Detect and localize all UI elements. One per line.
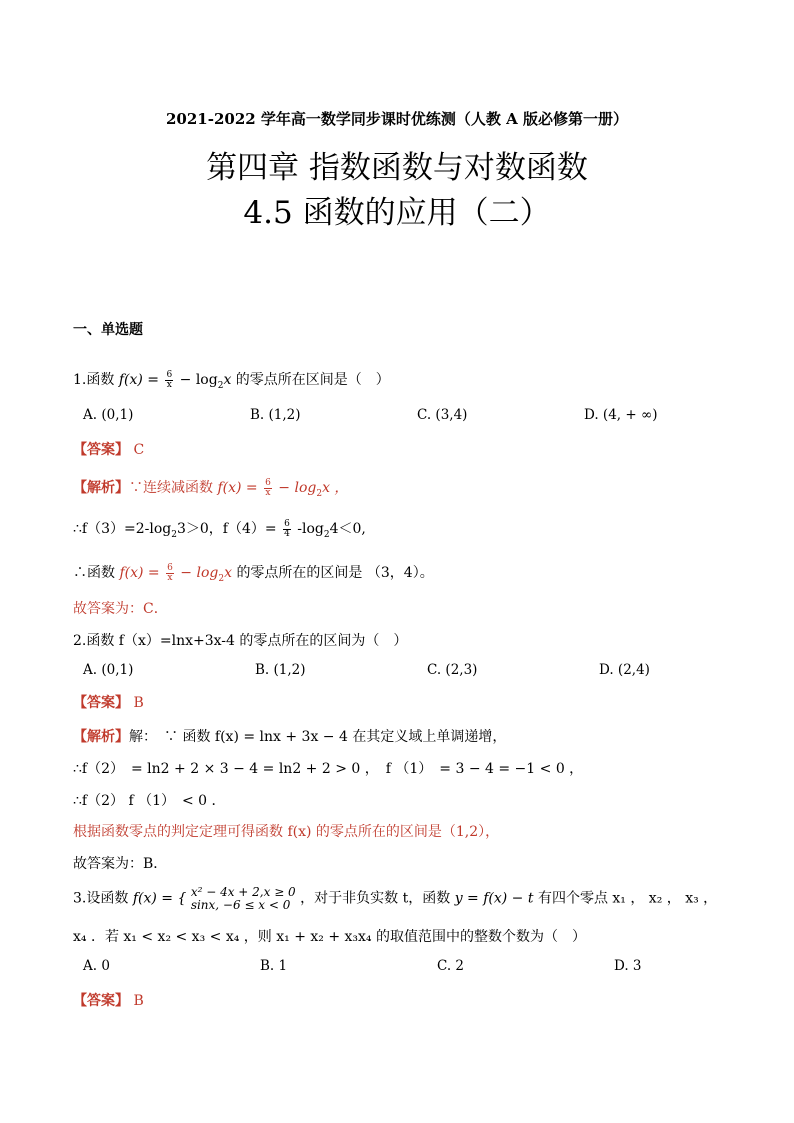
q1-fraction: $\frac{6}{x}$ [166,369,173,390]
q2-solution-label: 【解析】 [73,729,129,745]
q2-solution-line-1: 【解析】解： ∵ 函数 f(x) = lnx + 3x − 4 在其定义域上单调递增， [73,729,507,745]
q1-func-rhs: − log [179,372,218,388]
q3-stem-line-1: 3.设函数 f(x) = { x² − 4x + 2,x ≥ 0 sinx, −6 ≤ x < 0 ，对于非负实数 t，函数 y = f(x) − t 有四个零点 x₁ ， x₂ ， x₃ ， [73,885,718,912]
q1-answer [73,439,144,459]
q1-solution-line-3: ∴函数 f(x) = $\frac{6}{x}$ − $\log_2x$ 的零点所在的区间是 （3，4）。 [73,562,434,584]
q1-answer-label: 【答案】 [73,442,129,458]
q3-option-d: D. 3 [614,958,642,974]
q3-stem-line-2: x₄ ．若 x₁ < x₂ < x₃ < x₄ ，则 x₁ + x₂ + x₃x₄ 的取值范围中的整数个数为（ ） [73,929,586,945]
q1-solution-line-1: 【解析】∵连续减函数 f(x) = $\frac{6}{x}$ − $\log_2x$ ， [73,477,349,499]
section-title: 4.5 函数的应用（二） [243,195,551,231]
q1-func-lhs: f(x) = [118,372,159,388]
q3-option-b: B. 1 [260,958,288,974]
q2-answer-label: 【答案】 [73,695,129,711]
chapter-title: 第四章 指数函数与对数函数 [206,150,588,186]
q2-option-a: A. (0,1) [83,662,134,678]
q2-option-c: C. (2,3) [427,662,478,678]
q3-answer-value: B [133,993,144,1009]
q1-solution-label: 【解析】 [73,480,129,496]
q2-solution-line-2: ∴f（2） = ln2 + 2 × 3 − 4 = ln2 + 2 > 0 ， f （1） = 3 − 4 = −1 < 0 ， [73,761,584,777]
q2-stem: 2.函数 f（x）=lnx+3x-4 的零点所在的区间为（ ） [73,633,408,649]
q2-conclusion: 故答案为：B． [73,856,168,872]
q2-answer [73,692,144,712]
q2-solution-line-3: ∴f（2） f （1） < 0 ． [73,793,226,809]
q1-solution-line-2: $\therefore f(3)=2-\log_23>0$，f（4）= $\frac{6}{4}$ $-\log_24<0$, [73,518,366,540]
q2-answer-value: B [133,695,144,711]
q1-option-d: D. (4, + ∞) [584,407,658,423]
q3-option-a: A. 0 [83,958,110,974]
question-type-heading: 一、单选题 [73,322,143,338]
q2-solution-line-4: 根据函数零点的判定定理可得函数 f(x) 的零点所在的区间是（1,2）， [73,824,500,840]
q2-option-d: D. (2,4) [599,662,650,678]
q1-answer-value: C [133,442,145,458]
series-title: 2021-2022 学年高一数学同步课时优练测（人教 A 版必修第一册） [165,110,629,128]
q3-option-c: C. 2 [437,958,465,974]
q1-suffix: 的零点所在区间是（ ） [235,372,390,388]
q1-option-a: A. (0,1) [83,407,134,423]
q1-stem: 1.函数 f(x) = $\frac{6}{x}$ − $\log_2x$ 的零点所在区间是（ ） [73,369,390,391]
q1-option-c: C. (3,4) [417,407,468,423]
q3-answer [73,990,144,1010]
q1-prefix: 1.函数 [73,372,115,388]
q1-conclusion: 故答案为：C． [73,601,168,617]
q3-answer-label: 【答案】 [73,993,129,1009]
q2-option-b: B. (1,2) [255,662,306,678]
q1-option-b: B. (1,2) [250,407,301,423]
q3-piecewise: x² − 4x + 2,x ≥ 0 sinx, −6 ≤ x < 0 [190,885,296,912]
